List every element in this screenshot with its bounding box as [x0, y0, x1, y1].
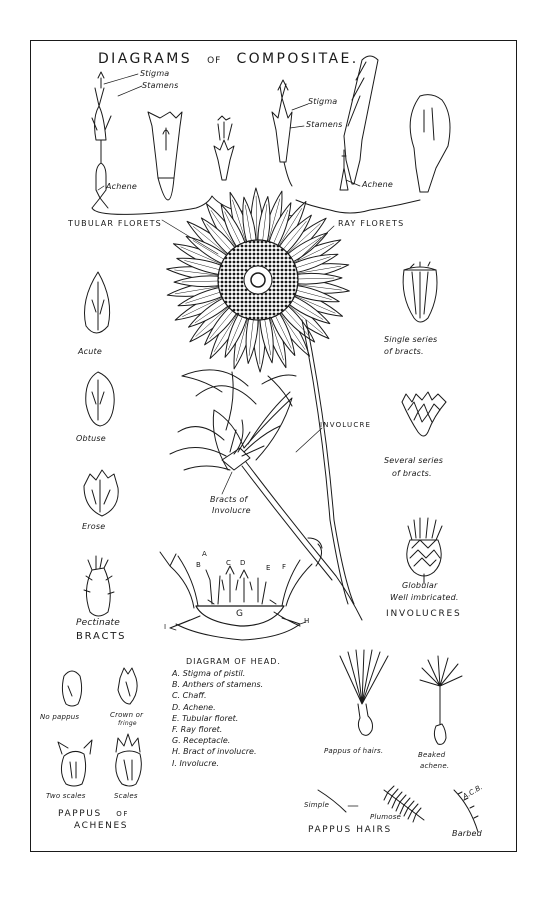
label-fringe: fringe	[118, 720, 137, 727]
label-obtuse: Obtuse	[76, 434, 106, 443]
head-key-list	[172, 668, 263, 769]
label-globular-1: Globular	[402, 581, 438, 590]
achene-crown	[118, 668, 137, 704]
ray-brace	[296, 200, 420, 213]
head-letter-b: B	[196, 561, 202, 569]
label-pectinate: Pectinate	[76, 618, 121, 628]
head-letter-f: F	[282, 563, 287, 571]
label-simple: Simple	[304, 801, 330, 809]
label-bracts-of-involucre-2: Involucre	[212, 506, 251, 515]
heading-diagram-of-head: DIAGRAM OF HEAD.	[186, 657, 281, 666]
head-key-row: D. Achene.	[172, 702, 216, 712]
pectinate-bract	[84, 556, 114, 616]
label-beaked: Beaked	[418, 751, 446, 759]
ray-floret-ligule	[410, 95, 450, 192]
erose-bract	[84, 470, 118, 516]
heading-involucres: INVOLUCRES	[386, 609, 462, 619]
achene-no-pappus	[62, 671, 81, 706]
artist-signature: A.C.B.	[461, 783, 484, 801]
head-letter-g: G	[236, 609, 244, 619]
label-single-series-2: of bracts.	[384, 347, 424, 356]
heading-bracts: BRACTS	[76, 631, 127, 642]
flower-stems	[182, 320, 362, 620]
ray-floret-with-parts	[272, 80, 292, 186]
label-barbed: Barbed	[452, 829, 482, 838]
beaked-achene-drawing	[420, 656, 462, 744]
head-letter-i: I	[164, 623, 167, 631]
head-key-row: F. Ray floret.	[172, 725, 223, 735]
heading-pappus	[58, 810, 129, 819]
page-title	[98, 50, 359, 66]
achene-two-scales	[58, 740, 92, 786]
head-letter-e: E	[266, 564, 271, 572]
sunflower-head	[167, 188, 350, 372]
label-ray-florets: RAY FLORETS	[338, 219, 405, 228]
label-bracts-of-involucre-1: Bracts of	[210, 495, 248, 504]
involucre-several-series	[402, 392, 446, 436]
label-stigma-right: Stigma	[308, 97, 338, 106]
title-word-compositae: COMPOSITAE.	[236, 51, 359, 67]
head-key-row: B. Anthers of stamens.	[172, 680, 264, 690]
label-achene-left: Achene	[106, 182, 138, 191]
label-achene-right: Achene	[362, 180, 394, 189]
head-letter-c: C	[226, 559, 232, 567]
title-word-diagrams: DIAGRAMS	[98, 51, 192, 67]
label-two-scales: Two scales	[46, 792, 86, 800]
head-section-diagram	[160, 538, 322, 640]
title-word-of: OF	[207, 56, 222, 66]
label-several-series-2: of bracts.	[392, 469, 432, 478]
head-letter-a: A	[202, 550, 207, 558]
label-several-series-1: Several series	[384, 456, 444, 465]
achene-scales	[116, 734, 142, 786]
head-letter-h: H	[304, 617, 310, 625]
label-crown-or: Crown or	[110, 711, 144, 719]
head-letter-d: D	[240, 559, 246, 567]
head-key-row: I. Involucre.	[172, 758, 219, 768]
ray-floret-long	[340, 56, 378, 190]
involucre-globular	[407, 518, 442, 584]
acute-bract	[85, 272, 110, 333]
obtuse-bract	[86, 372, 114, 426]
label-stigma-left: Stigma	[140, 69, 170, 78]
label-erose: Erose	[82, 522, 106, 531]
label-scales: Scales	[114, 792, 138, 800]
floret-corolla-open	[148, 112, 182, 200]
heading-of-word: OF	[116, 810, 129, 818]
label-stamens-right: Stamens	[306, 120, 343, 129]
head-key-row: E. Tubular floret.	[172, 713, 239, 723]
involucre-single-series	[403, 262, 437, 322]
heading-achenes: ACHENES	[74, 821, 129, 831]
head-key-row: C. Chaff.	[172, 691, 207, 701]
floret-small-tubular	[214, 116, 234, 180]
label-no-pappus: No pappus	[40, 713, 80, 721]
label-tubular-florets: TUBULAR FLORETS	[68, 219, 162, 228]
label-globular-2: Well imbricated.	[390, 593, 459, 602]
heading-pappus-hairs: PAPPUS HAIRS	[308, 825, 392, 835]
label-plumose: Plumose	[370, 813, 402, 821]
label-acute: Acute	[78, 347, 102, 356]
label-stamens-left: Stamens	[142, 81, 179, 90]
head-key-row: G. Receptacle.	[172, 736, 231, 746]
head-key-row: H. Bract of involucre.	[172, 747, 257, 757]
label-achene-beaked: achene.	[420, 762, 450, 770]
pappus-of-hairs-drawing	[340, 650, 388, 735]
label-involucre: INVOLUCRE	[320, 421, 372, 429]
head-key-row: A. Stigma of pistil.	[172, 669, 246, 678]
heading-pappus-word: PAPPUS	[58, 809, 102, 819]
label-pappus-of-hairs: Pappus of hairs.	[324, 747, 384, 755]
label-single-series-1: Single series	[384, 335, 438, 344]
